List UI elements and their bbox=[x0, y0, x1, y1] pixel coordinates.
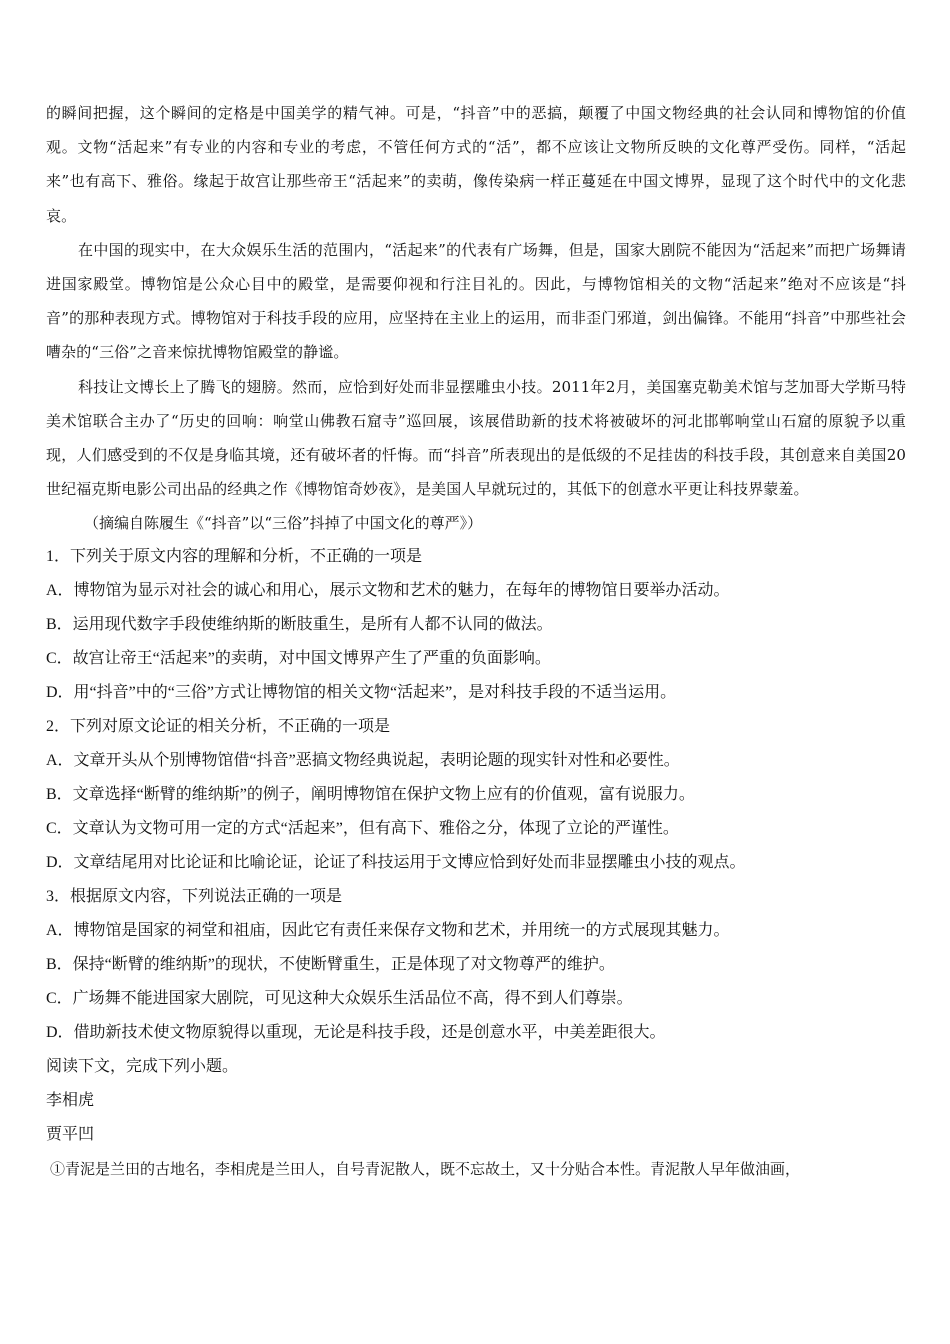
option-c: C．广场舞不能进国家大剧院，可见这种大众娱乐生活品位不高，得不到人们尊崇。 bbox=[46, 990, 633, 1008]
option-d: D．用“抖音”中的“三俗”方式让博物馆的相关文物“活起来”，是对科技手段的不适当运用。 bbox=[46, 684, 677, 702]
option-d: D．借助新技术使文物原貌得以重现，无论是科技手段，还是创意水平，中美差距很大。 bbox=[46, 1024, 666, 1042]
question-1 bbox=[46, 540, 906, 710]
question-stem: 1．下列关于原文内容的理解和分析，不正确的一项是 bbox=[46, 548, 423, 566]
document-page bbox=[46, 96, 906, 1186]
question-3 bbox=[46, 880, 906, 1050]
option-b: B．保持“断臂的维纳斯”的现状，不使断臂重生，正是体现了对文物尊严的维护。 bbox=[46, 956, 615, 974]
article-title: 李相虎 bbox=[46, 1092, 95, 1110]
question-stem: 3．根据原文内容，下列说法正确的一项是 bbox=[46, 888, 343, 906]
passage-paragraph-3: 科技让文博长上了腾飞的翅膀。然而，应恰到好处而非显摆雕虫小技。2011年2月，美国塞克勒美术馆与芝加哥大学斯马特美术馆联合主办了“历史的回响：响堂山佛教石窟寺”巡回展，该展借助新的技术将被破坏的河北邯郸响堂山石窟的原貌予以重现，人们感受到的不仅是身临其境，还有破坏者的忏悔。而“抖音”所表现出的是低级的不足挂齿的科技手段，其创意来自美国20世纪福克斯电影公司出品的经典之作《博物馆奇妙夜》，是美国人早就玩过的，其低下的创意水平更让科技界蒙羞。 bbox=[46, 377, 906, 499]
option-b: B．运用现代数字手段使维纳斯的断肢重生，是所有人都不认同的做法。 bbox=[46, 616, 553, 634]
option-b: B．文章选择“断臂的维纳斯”的例子，阐明博物馆在保护文物上应有的价值观，富有说服力。 bbox=[46, 786, 695, 804]
option-c: C．文章认为文物可用一定的方式“活起来”，但有高下、雅俗之分，体现了立论的严谨性。 bbox=[46, 820, 679, 838]
question-stem: 2．下列对原文论证的相关分析，不正确的一项是 bbox=[46, 718, 391, 736]
article-author: 贾平凹 bbox=[46, 1126, 95, 1144]
option-a: A．博物馆为显示对社会的诚心和用心，展示文物和艺术的魅力，在每年的博物馆日要举办活动。 bbox=[46, 582, 730, 600]
passage-paragraph-1: 的瞬间把握，这个瞬间的定格是中国美学的精气神。可是，“抖音”中的恶搞，颠覆了中国文物经典的社会认同和博物馆的价值观。文物“活起来”有专业的内容和专业的考虑，不管任何方式的“活”，都不应该让文物所反映的文化尊严受伤。同样，“活起来”也有高下、雅俗。缘起于故宫让那些帝王“活起来”的卖萌，像传染病一样正蔓延在中国文博界，显现了这个时代中的文化悲哀。 bbox=[46, 104, 906, 225]
article-first-paragraph: ①青泥是兰田的古地名，李相虎是兰田人，自号青泥散人，既不忘故土，又十分贴合本性。青泥散人早年做油画， bbox=[50, 1160, 801, 1179]
reading-instruction: 阅读下文，完成下列小题。 bbox=[46, 1058, 239, 1076]
option-d: D．文章结尾用对比论证和比喻论证，论证了科技运用于文博应恰到好处而非显摆雕虫小技的观点。 bbox=[46, 854, 746, 872]
question-2 bbox=[46, 710, 906, 880]
option-c: C．故宫让帝王“活起来”的卖萌，对中国文博界产生了严重的负面影响。 bbox=[46, 650, 551, 668]
passage-paragraph-2: 在中国的现实中，在大众娱乐生活的范围内，“活起来”的代表有广场舞，但是，国家大剧院不能因为“活起来”而把广场舞请进国家殿堂。博物馆是公众心目中的殿堂，是需要仰视和行注目礼的。因此，与博物馆相关的文物“活起来”绝对不应该是“抖音”的那种表现方式。博物馆对于科技手段的应用，应坚持在主业上的运用，而非歪门邪道，剑出偏锋。不能用“抖音”中那些社会嘈杂的“三俗”之音来惊扰博物馆殿堂的静谧。 bbox=[46, 240, 906, 362]
option-a: A．文章开头从个别博物馆借“抖音”恶搞文物经典说起，表明论题的现实针对性和必要性。 bbox=[46, 752, 680, 770]
passage-source: （摘编自陈履生《“抖音”以“三俗”抖掉了中国文化的尊严》） bbox=[84, 514, 483, 533]
option-a: A．博物馆是国家的祠堂和祖庙，因此它有责任来保存文物和艺术，并用统一的方式展现其魅力。 bbox=[46, 922, 730, 940]
